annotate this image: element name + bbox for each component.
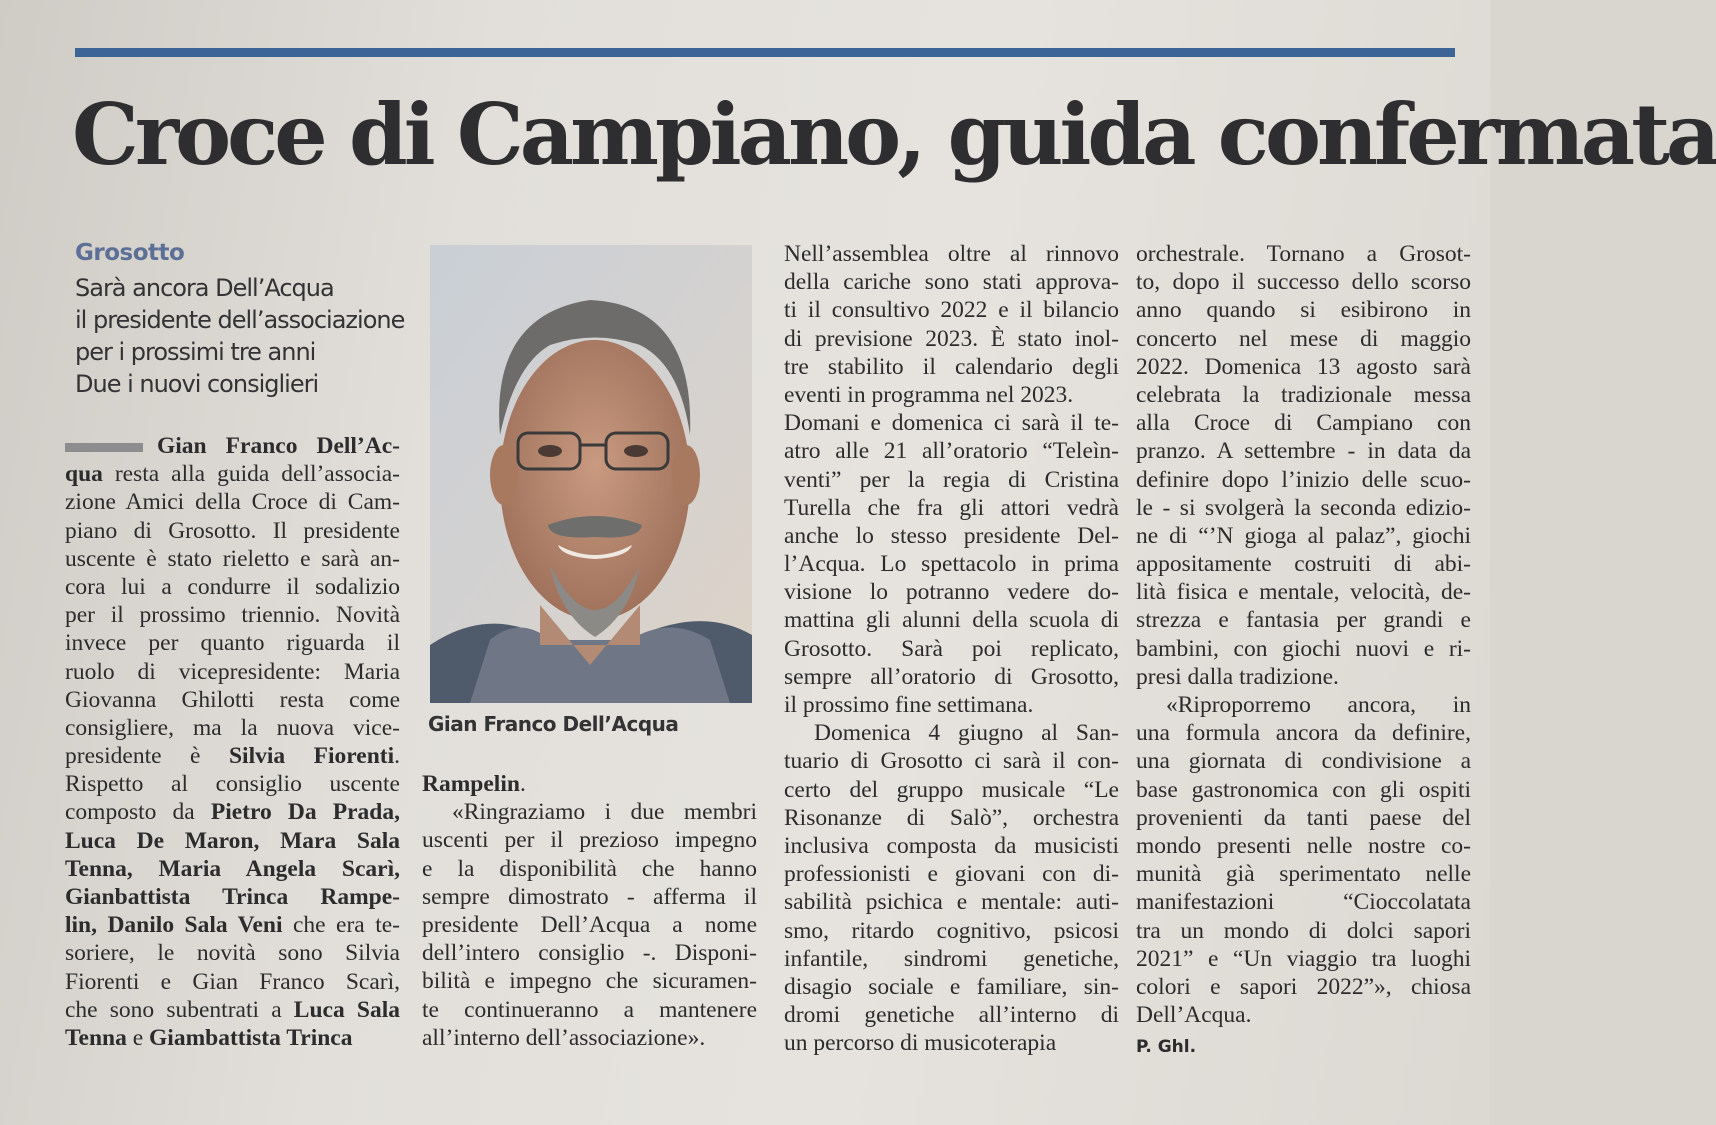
text-run: all’interno dell’associazione».: [422, 1024, 706, 1051]
article-line: [784, 606, 1119, 634]
bold-name: lin, Danilo Sala Veni: [65, 912, 283, 939]
article-line: [1136, 917, 1471, 945]
text-run: mondo presenti nelle nostre co-: [1136, 832, 1471, 859]
article-line: [1136, 550, 1471, 578]
article-column-4: [1136, 240, 1471, 1061]
article-line: [784, 832, 1119, 860]
text-run: orchestrale. Tornano a Grosot-: [1136, 241, 1471, 267]
article-line: [65, 968, 400, 996]
text-run: concerto nel mese di maggio: [1136, 325, 1471, 352]
text-run: che era te-: [282, 912, 400, 939]
article-line: [1136, 1001, 1471, 1029]
text-run: Nell’assemblea oltre al rinnovo: [784, 241, 1119, 267]
article-line: [65, 432, 400, 460]
article-line: [1136, 776, 1471, 804]
article-line: [1136, 945, 1471, 973]
text-run: manifestazioni “Cioccolatata: [1136, 889, 1471, 916]
article-line: [65, 658, 400, 686]
article-line: [784, 635, 1119, 663]
article-line: [1136, 522, 1471, 550]
article-line: [65, 996, 400, 1024]
article-line: [1136, 888, 1471, 916]
text-run: per il prossimo triennio. Novità: [65, 602, 400, 629]
article-line: [784, 691, 1119, 719]
text-run: presi dalla tradizione.: [1136, 663, 1339, 690]
text-run: Rispetto al consiglio uscente: [65, 771, 400, 798]
article-line: [65, 601, 400, 629]
text-run: Giovanna Ghilotti resta come: [65, 686, 400, 713]
text-run: ti il consultivo 2022 e il bilancio: [784, 297, 1119, 324]
article-line: [422, 826, 757, 854]
text-run: soriere, le novità sono Silvia: [65, 940, 400, 967]
article-line: [784, 466, 1119, 494]
text-run: strezza e fantasia per grandi e: [1136, 607, 1471, 634]
subhead-line: per i prossimi tre anni: [75, 338, 316, 366]
bold-name: Pietro Da Prada,: [210, 799, 400, 826]
bold-name: Gianbattista Trinca Rampe-: [65, 884, 400, 910]
article-line: [65, 488, 400, 516]
text-run: colori e sapori 2022”», chiosa: [1136, 973, 1471, 1000]
text-run: bambini, con giochi nuovi e ri-: [1136, 635, 1471, 662]
article-line: [784, 1001, 1119, 1029]
article-line: [65, 911, 400, 939]
bold-name: Luca Sala: [293, 996, 400, 1023]
article-line: [1136, 719, 1471, 747]
article-line: [1136, 747, 1471, 775]
text-run: presidente è: [65, 743, 229, 770]
article-line: [784, 522, 1119, 550]
bold-name: Gian Franco Dell’Ac-: [157, 433, 400, 459]
text-run: smo, ritardo cognitivo, psicosi: [784, 917, 1119, 944]
text-run: della cariche sono stati approva-: [784, 269, 1119, 296]
article-line: [422, 798, 757, 826]
text-run: invece per quanto riguarda il: [65, 630, 400, 657]
text-run: atro alle 21 all’oratorio “Teleìn-: [784, 438, 1119, 465]
text-run: e la disponibilità che hanno: [422, 855, 757, 882]
text-run: consigliere, ma la nuova vice-: [65, 714, 400, 741]
bold-name: qua: [65, 461, 103, 488]
text-run: cora lui a condurre il sodalizio: [65, 573, 400, 600]
text-run: Risonanze di Salò”, orchestra: [784, 804, 1119, 831]
text-run: dell’intero consiglio -. Disponi-: [422, 940, 757, 967]
text-run: lità fisica e mentale, velocità, de-: [1136, 579, 1471, 606]
text-run: .: [394, 743, 400, 770]
text-run: Domenica 4 giugno al San-: [814, 720, 1119, 747]
article-line: [1136, 353, 1471, 381]
text-run: Grosotto. Sarà poi replicato,: [784, 635, 1119, 662]
text-run: presidente Dell’Acqua a nome: [422, 911, 757, 938]
text-run: tuario di Grosotto ci sarà il con-: [784, 748, 1119, 775]
article-line: [784, 888, 1119, 916]
article-line: [65, 855, 400, 883]
subhead-line: Sarà ancora Dell’Acqua: [75, 274, 334, 302]
article-line: [1136, 494, 1471, 522]
text-run: professionisti e giovani con di-: [784, 861, 1119, 888]
article-line: [422, 939, 757, 967]
bold-name: Rampelin: [422, 771, 520, 797]
text-run: ruolo di vicepresidente: Maria: [65, 658, 400, 685]
bold-name: Tenna: [65, 1024, 127, 1051]
text-run: Domani e domenica ci sarà il te-: [784, 410, 1119, 437]
article-line: [1136, 578, 1471, 606]
article-line: [784, 409, 1119, 437]
article-line: [784, 973, 1119, 1001]
text-run: .: [519, 771, 526, 797]
text-run: eventi in programma nel 2023.: [784, 381, 1074, 408]
bold-name: Silvia Fiorenti: [228, 743, 395, 770]
article-column-1: [65, 432, 400, 1052]
article-line: [65, 460, 400, 488]
article-line: [1136, 804, 1471, 832]
top-rule: [75, 48, 1455, 57]
text-run: certo del gruppo musicale “Le: [784, 776, 1119, 803]
article-line: [784, 325, 1119, 353]
photo-caption: Gian Franco Dell’Acqua: [428, 712, 679, 736]
text-run: tra un mondo di dolci sapori: [1136, 917, 1471, 944]
text-run: una formula ancora da definire,: [1136, 720, 1471, 747]
text-run: sabilità psichica e mentale: auti-: [784, 889, 1119, 916]
text-run: le - si svolgerà la seconda edizio-: [1136, 494, 1471, 521]
article-line: [784, 747, 1119, 775]
text-run: disagio sociale e familiare, sin-: [784, 973, 1119, 1000]
text-run: appositamente costruiti di abi-: [1136, 551, 1471, 578]
article-line: [65, 573, 400, 601]
article-line: [784, 945, 1119, 973]
text-run: «Riproporremo ancora, in: [1166, 692, 1471, 718]
article-line: [1136, 635, 1471, 663]
text-run: venti” per la regia di Cristina: [784, 466, 1119, 493]
article-line: [1136, 973, 1471, 1001]
article-line: [65, 798, 400, 826]
text-run: base gastronomica con gli ospiti: [1136, 776, 1471, 803]
text-run: zione Amici della Croce di Cam-: [65, 489, 400, 516]
article-column-2: [422, 770, 757, 1052]
article-line: [1136, 691, 1471, 719]
text-run: resta alla guida dell’associa-: [102, 461, 400, 488]
text-run: anche lo stesso presidente Del-: [784, 522, 1119, 549]
article-line: [422, 911, 757, 939]
article-line: [422, 1024, 757, 1052]
bold-name: Luca De Maron, Mara Sala: [65, 827, 400, 854]
text-run: infantile, sindromi genetiche,: [784, 945, 1119, 972]
article-line: [784, 1029, 1119, 1057]
article-line: [784, 353, 1119, 381]
text-run: e: [126, 1024, 150, 1051]
article-line: [1136, 381, 1471, 409]
article-line: [422, 770, 757, 798]
text-run: che sono subentrati a: [65, 996, 294, 1023]
text-run: pranzo. A settembre - in data da: [1136, 438, 1471, 465]
text-run: una giornata di condivisione a: [1136, 748, 1471, 775]
article-line: [422, 855, 757, 883]
kicker-location: Grosotto: [75, 240, 185, 266]
article-line: [784, 860, 1119, 888]
portrait-illustration: [430, 245, 752, 703]
text-run: di previsione 2023. È stato inol-: [784, 325, 1119, 352]
bold-name: Tenna, Maria Angela Scarì,: [65, 855, 400, 882]
article-line: [1136, 466, 1471, 494]
article-line: [65, 714, 400, 742]
article-line: [1136, 437, 1471, 465]
text-run: celebrata la tradizionale messa: [1136, 381, 1471, 408]
article-line: [65, 629, 400, 657]
subhead-line: Due i nuovi consiglieri: [75, 370, 319, 398]
article-line: [1136, 268, 1471, 296]
article-line: [784, 437, 1119, 465]
article-line: [784, 917, 1119, 945]
article-line: [784, 381, 1119, 409]
text-run: te continueranno a mantenere: [422, 996, 757, 1023]
subhead: [75, 272, 415, 400]
text-run: Dell’Acqua.: [1136, 1002, 1252, 1029]
article-line: [1136, 325, 1471, 353]
article-line: [1136, 606, 1471, 634]
text-run: munità già sperimentato nelle: [1136, 861, 1471, 888]
article-line: [784, 268, 1119, 296]
byline: P. Ghl.: [1136, 1037, 1197, 1058]
headline: Croce di Campiano, guida confermata: [72, 85, 1716, 184]
text-run: sempre dimostrato - afferma il: [422, 883, 757, 910]
article-line: [1136, 409, 1471, 437]
article-line: [1136, 240, 1471, 268]
article-line: [1136, 860, 1471, 888]
text-run: l’Acqua. Lo spettacolo in prima: [784, 551, 1119, 578]
text-run: tre stabilito il calendario degli: [784, 353, 1119, 380]
article-line: [65, 686, 400, 714]
text-run: composto da: [65, 799, 211, 826]
text-run: Turella che fra gli attori vedrà: [784, 494, 1119, 521]
article-line: [65, 883, 400, 911]
text-run: un percorso di musicoterapia: [784, 1030, 1057, 1057]
article-line: [65, 545, 400, 573]
portrait-photo: [430, 245, 752, 703]
article-line: [784, 494, 1119, 522]
article-line: [784, 240, 1119, 268]
article-column-3: [784, 240, 1119, 1057]
text-run: Fiorenti e Gian Franco Scarì,: [65, 968, 400, 995]
article-line: [65, 770, 400, 798]
text-run: 2022. Domenica 13 agosto sarà: [1136, 353, 1471, 380]
text-run: piano di Grosotto. Il presidente: [65, 517, 400, 544]
text-run: to, dopo il successo dello scorso: [1136, 269, 1471, 296]
article-line: [65, 1024, 400, 1052]
text-run: dromi genetiche all’interno di: [784, 1002, 1119, 1029]
article-line: [784, 578, 1119, 606]
article-line: [784, 776, 1119, 804]
text-run: il prossimo fine settimana.: [784, 692, 1034, 718]
text-run: ne di “’N gioga al palaz”, giochi: [1136, 522, 1471, 549]
article-line: [784, 296, 1119, 324]
text-run: anno quando si esibirono in: [1136, 297, 1471, 324]
lead-bar: [65, 443, 143, 452]
article-line: [784, 550, 1119, 578]
text-run: uscenti per il prezioso impegno: [422, 827, 757, 854]
article-line: [1136, 832, 1471, 860]
article-line: [784, 804, 1119, 832]
text-run: provenienti da tanti paese del: [1136, 804, 1471, 831]
article-line: [65, 827, 400, 855]
article-line: [422, 967, 757, 995]
article-line: [784, 719, 1119, 747]
article-line: [65, 939, 400, 967]
article-line: [422, 996, 757, 1024]
text-run: definire dopo l’inizio delle scuo-: [1136, 466, 1471, 493]
article-line: [1136, 663, 1471, 691]
text-run: «Ringraziamo i due membri: [452, 799, 757, 826]
text-run: alla Croce di Campiano con: [1136, 410, 1471, 437]
article-line: [784, 663, 1119, 691]
text-run: sempre all’oratorio di Grosotto,: [784, 663, 1119, 690]
subhead-line: il presidente dell’associazione: [75, 306, 405, 334]
bold-name: Giambattista Trinca: [149, 1024, 353, 1051]
text-run: 2021” e “Un viaggio tra luoghi: [1136, 945, 1471, 972]
article-line: [65, 742, 400, 770]
text-run: visione lo potranno vedere do-: [784, 579, 1119, 606]
article-line: [1136, 296, 1471, 324]
article-line: [422, 883, 757, 911]
text-run: bilità e impegno che sicuramen-: [422, 968, 757, 995]
article-line: [65, 517, 400, 545]
text-run: uscente è stato rieletto e sarà an-: [65, 545, 400, 572]
text-run: inclusiva composta da musicisti: [784, 832, 1119, 859]
text-run: mattina gli alunni della scuola di: [784, 607, 1119, 634]
